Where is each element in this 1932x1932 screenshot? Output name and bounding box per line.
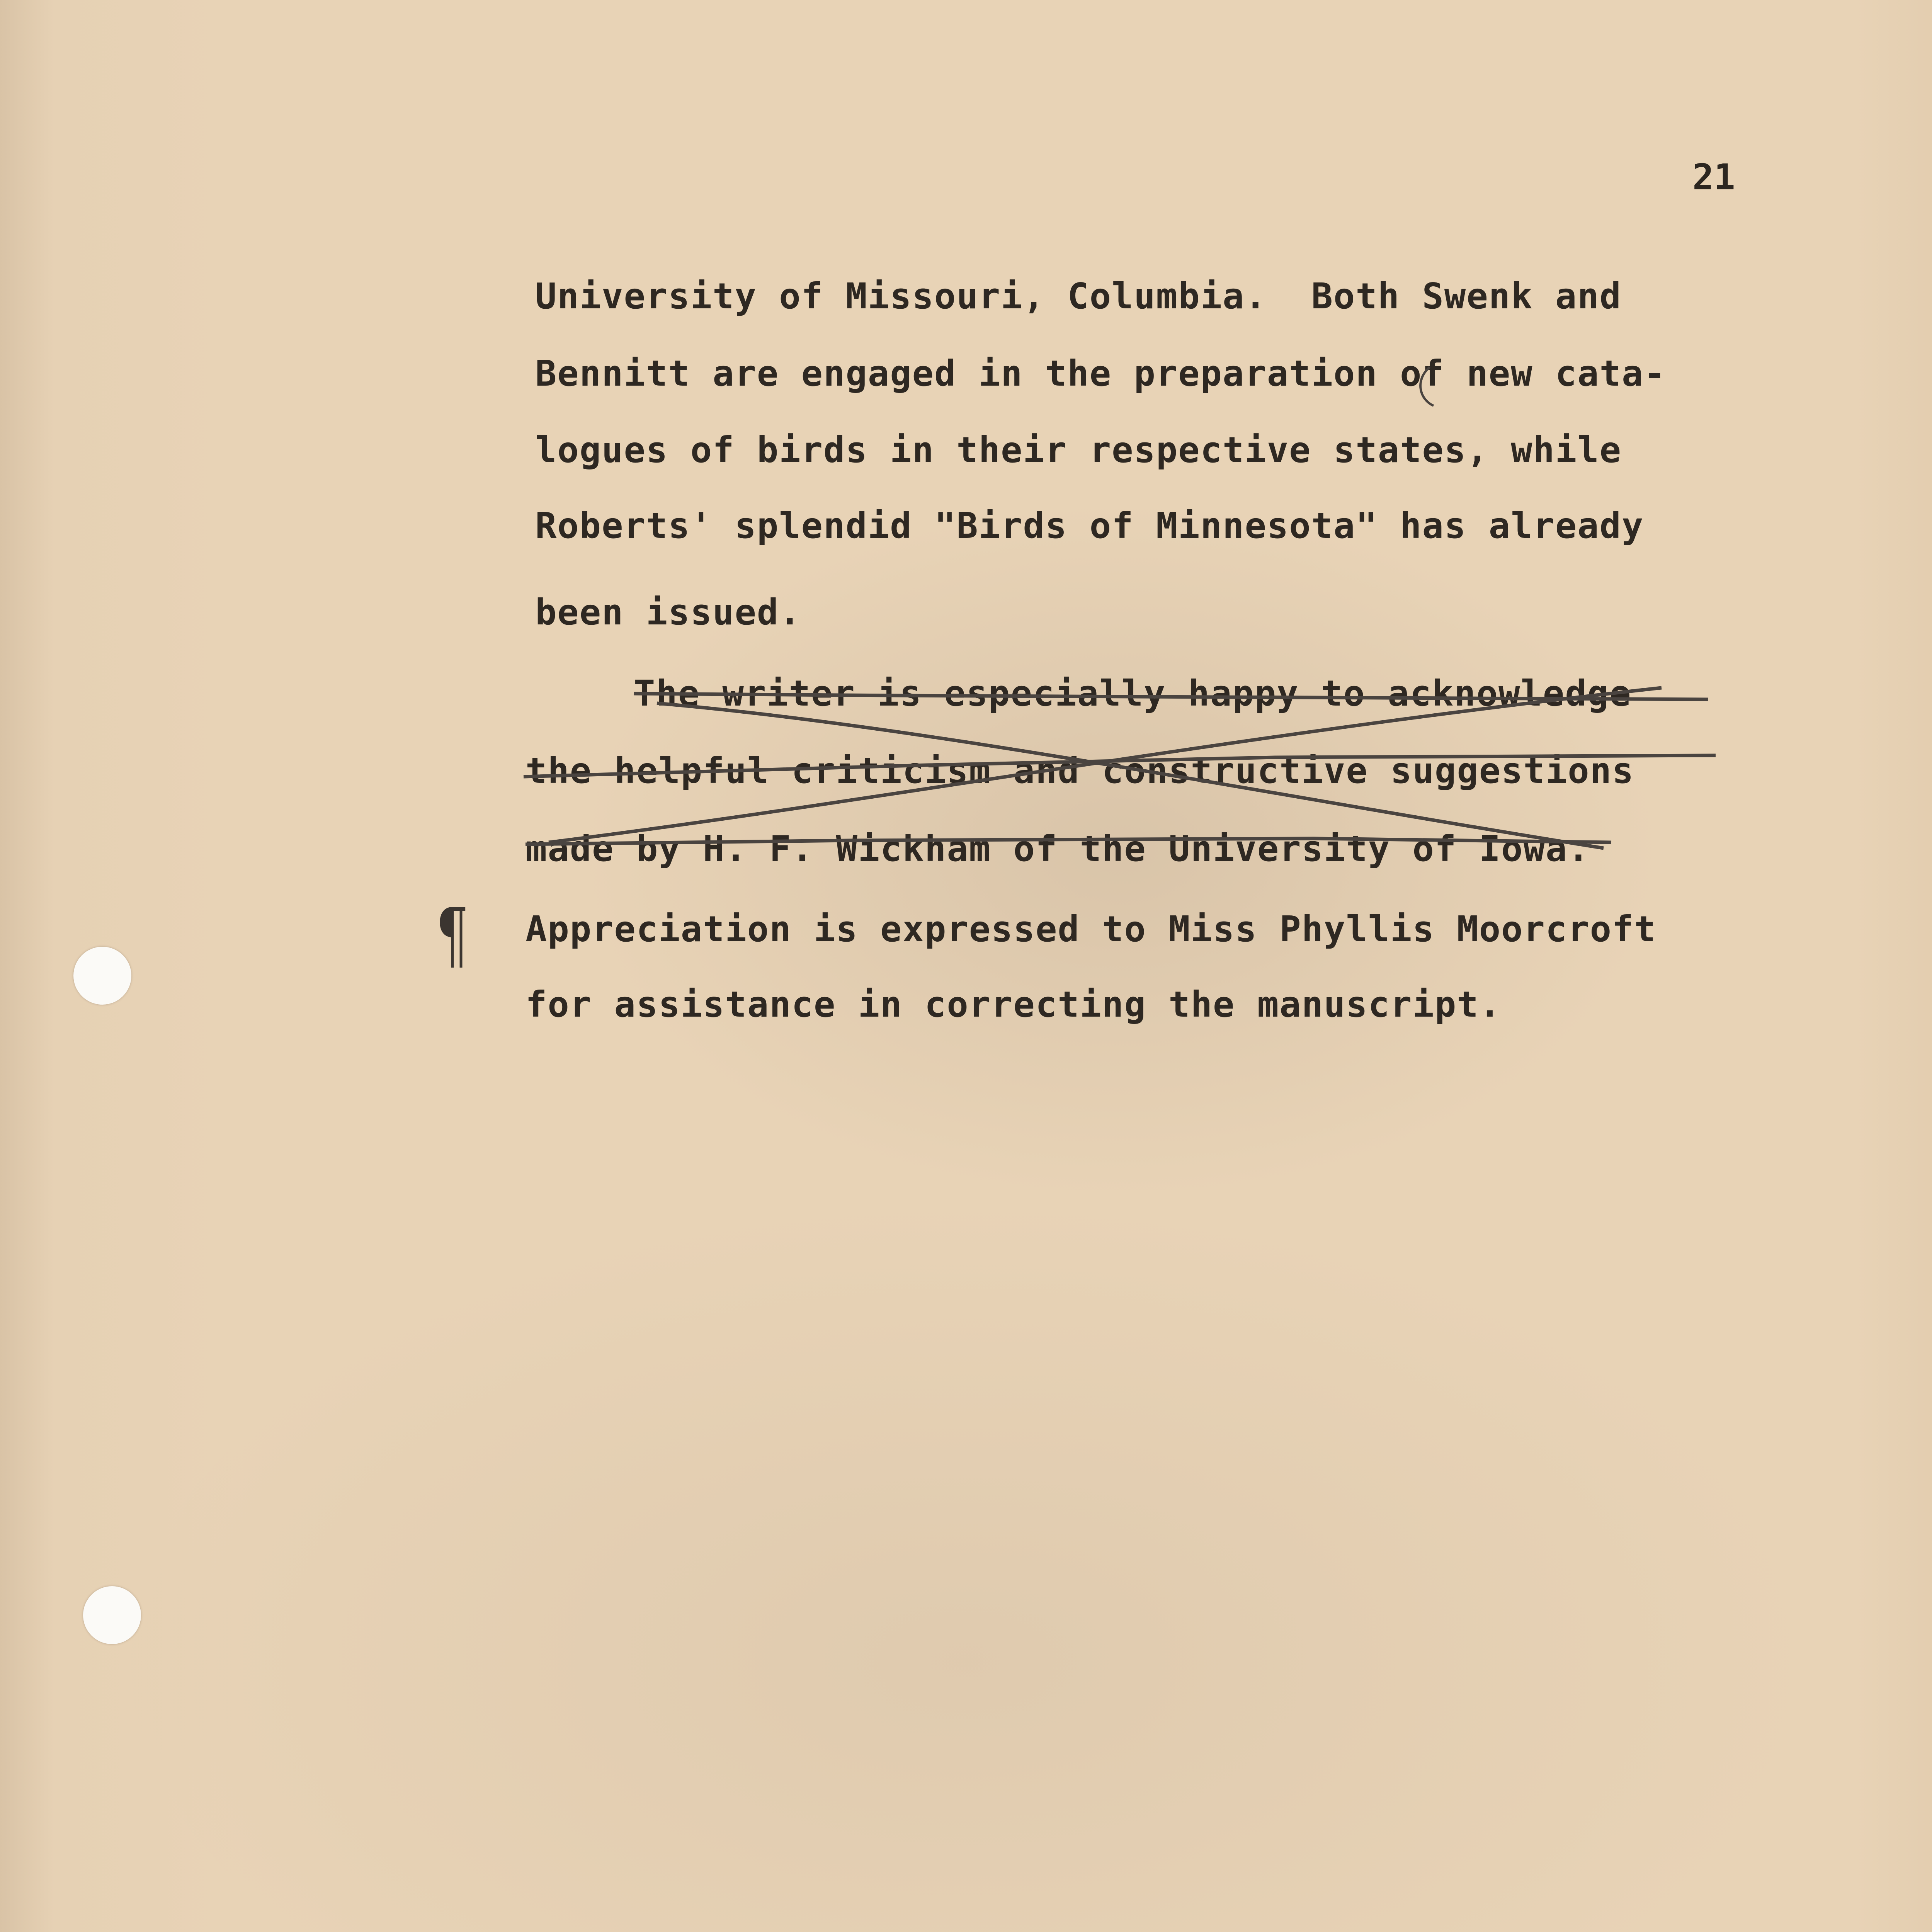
paragraph-mark-annotation: ¶: [436, 893, 469, 978]
text-line: been issued.: [535, 592, 801, 633]
text-line: University of Missouri, Columbia. Both Swenk and: [535, 276, 1622, 317]
punch-hole: [73, 947, 131, 1005]
page-number: 21: [1692, 156, 1735, 198]
text-line: Roberts' splendid "Birds of Minnesota" has already: [535, 505, 1644, 546]
struck-text-line: made by H. F. Wickham of the University of Iowa.: [526, 828, 1590, 869]
text-line: Bennitt are engaged in the preparation of new cata-: [535, 353, 1666, 394]
punch-hole: [83, 1586, 141, 1644]
text-line: for assistance in correcting the manuscript.: [526, 984, 1502, 1025]
text-line: logues of birds in their respective states, while: [535, 429, 1622, 471]
struck-text-line: the helpful criticism and constructive suggestions: [526, 750, 1634, 791]
text-line: Appreciation is expressed to Miss Phyllis Moorcroft: [526, 908, 1656, 950]
struck-text-line: The writer is especially happy to acknowledge: [634, 673, 1632, 714]
